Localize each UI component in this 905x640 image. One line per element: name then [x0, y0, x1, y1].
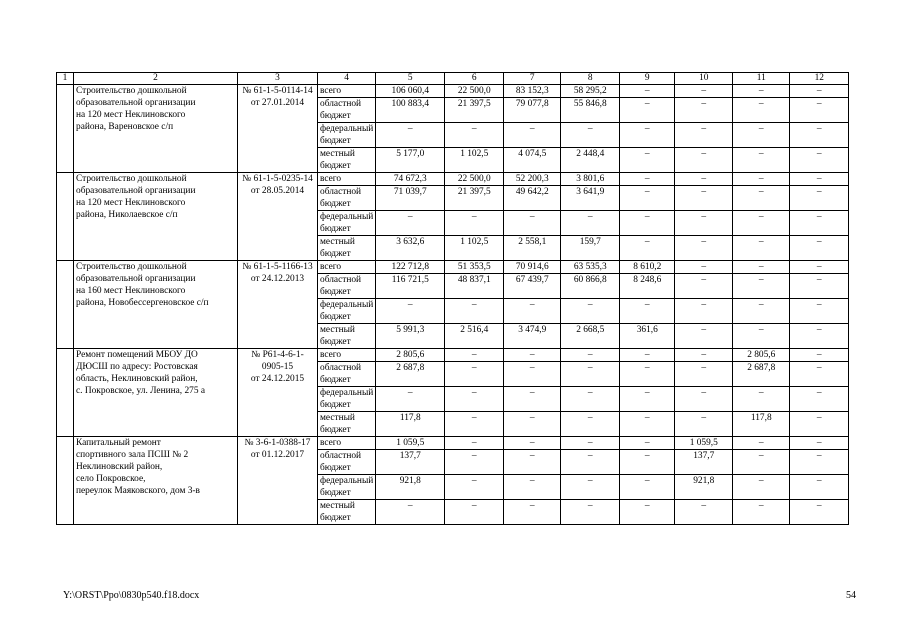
- row-number-cell: [57, 85, 74, 173]
- amount-cell: –: [620, 123, 675, 148]
- amount-cell: 1 059,5: [376, 437, 445, 450]
- document-number: № 61-1-5-1166-13 от 24.12.2013: [238, 261, 318, 349]
- funding-source: местный бюджет: [318, 148, 376, 173]
- amount-cell: –: [675, 261, 733, 274]
- amount-cell: –: [445, 362, 504, 387]
- amount-cell: 1 059,5: [675, 437, 733, 450]
- amount-cell: –: [733, 500, 790, 525]
- amount-cell: –: [504, 211, 561, 236]
- amount-cell: 48 837,1: [445, 274, 504, 299]
- funding-source: всего: [318, 437, 376, 450]
- column-number: 4: [318, 73, 376, 85]
- amount-cell: –: [620, 211, 675, 236]
- amount-cell: –: [733, 173, 790, 186]
- amount-cell: 2 687,8: [733, 362, 790, 387]
- amount-cell: –: [675, 173, 733, 186]
- amount-cell: 63 535,3: [561, 261, 620, 274]
- amount-cell: 5 991,3: [376, 324, 445, 349]
- amount-cell: –: [790, 500, 849, 525]
- amount-cell: –: [620, 299, 675, 324]
- amount-cell: 2 805,6: [733, 349, 790, 362]
- amount-cell: –: [445, 475, 504, 500]
- amount-cell: 122 712,8: [376, 261, 445, 274]
- object-name: Ремонт помещений МБОУ ДО ДЮСШ по адресу: Ростовская область, Неклиновский район, с. Покровское, ул. Ленина, 275 а: [74, 349, 238, 437]
- column-number: 12: [790, 73, 849, 85]
- amount-cell: 5 177,0: [376, 148, 445, 173]
- amount-cell: –: [620, 437, 675, 450]
- amount-cell: –: [790, 186, 849, 211]
- column-number: 10: [675, 73, 733, 85]
- amount-cell: –: [675, 236, 733, 261]
- column-number-row: [57, 73, 849, 85]
- funding-source: областной бюджет: [318, 450, 376, 475]
- amount-cell: 361,6: [620, 324, 675, 349]
- amount-cell: –: [733, 123, 790, 148]
- funding-source: местный бюджет: [318, 236, 376, 261]
- amount-cell: –: [561, 500, 620, 525]
- amount-cell: 1 102,5: [445, 148, 504, 173]
- amount-cell: –: [733, 98, 790, 123]
- table-row: [57, 261, 849, 274]
- amount-cell: –: [733, 274, 790, 299]
- funding-source: всего: [318, 173, 376, 186]
- row-number-cell: [57, 173, 74, 261]
- amount-cell: –: [790, 437, 849, 450]
- amount-cell: –: [376, 500, 445, 525]
- amount-cell: –: [504, 299, 561, 324]
- amount-cell: 3 801,6: [561, 173, 620, 186]
- amount-cell: –: [790, 349, 849, 362]
- amount-cell: –: [445, 123, 504, 148]
- amount-cell: 2 687,8: [376, 362, 445, 387]
- amount-cell: 60 866,8: [561, 274, 620, 299]
- amount-cell: –: [445, 450, 504, 475]
- amount-cell: –: [504, 500, 561, 525]
- object-name: Строительство дошкольной образовательной организации на 120 мест Неклиновского района, Николаевское с/п: [74, 173, 238, 261]
- row-number-cell: [57, 261, 74, 349]
- amount-cell: –: [733, 211, 790, 236]
- column-number: 7: [504, 73, 561, 85]
- amount-cell: –: [620, 387, 675, 412]
- table-row: [57, 349, 849, 362]
- amount-cell: –: [790, 123, 849, 148]
- funding-source: федеральный бюджет: [318, 387, 376, 412]
- amount-cell: –: [561, 362, 620, 387]
- amount-cell: 117,8: [733, 412, 790, 437]
- amount-cell: –: [675, 387, 733, 412]
- amount-cell: –: [445, 437, 504, 450]
- amount-cell: 8 610,2: [620, 261, 675, 274]
- amount-cell: 70 914,6: [504, 261, 561, 274]
- column-number: 8: [561, 73, 620, 85]
- amount-cell: 52 200,3: [504, 173, 561, 186]
- amount-cell: –: [675, 98, 733, 123]
- amount-cell: 79 077,8: [504, 98, 561, 123]
- amount-cell: –: [376, 123, 445, 148]
- amount-cell: 22 500,0: [445, 85, 504, 98]
- amount-cell: 2 516,4: [445, 324, 504, 349]
- amount-cell: –: [504, 412, 561, 437]
- amount-cell: 921,8: [675, 475, 733, 500]
- document-number: № Р61-4-6-1- 0905-15 от 24.12.2015: [238, 349, 318, 437]
- amount-cell: –: [376, 299, 445, 324]
- amount-cell: –: [790, 274, 849, 299]
- amount-cell: 22 500,0: [445, 173, 504, 186]
- amount-cell: –: [620, 173, 675, 186]
- amount-cell: 21 397,5: [445, 98, 504, 123]
- table-body: [57, 73, 849, 525]
- amount-cell: –: [620, 236, 675, 261]
- amount-cell: 116 721,5: [376, 274, 445, 299]
- amount-cell: 137,7: [675, 450, 733, 475]
- budget-table: [56, 72, 849, 525]
- amount-cell: –: [561, 450, 620, 475]
- amount-cell: –: [561, 387, 620, 412]
- amount-cell: –: [733, 186, 790, 211]
- amount-cell: –: [790, 387, 849, 412]
- funding-source: областной бюджет: [318, 98, 376, 123]
- column-number: 1: [57, 73, 74, 85]
- amount-cell: –: [445, 349, 504, 362]
- amount-cell: –: [675, 85, 733, 98]
- amount-cell: 921,8: [376, 475, 445, 500]
- amount-cell: –: [445, 387, 504, 412]
- amount-cell: 100 883,4: [376, 98, 445, 123]
- amount-cell: –: [561, 412, 620, 437]
- amount-cell: –: [504, 349, 561, 362]
- amount-cell: –: [620, 148, 675, 173]
- funding-source: областной бюджет: [318, 274, 376, 299]
- amount-cell: 49 642,2: [504, 186, 561, 211]
- amount-cell: –: [675, 324, 733, 349]
- amount-cell: –: [790, 412, 849, 437]
- row-number-cell: [57, 349, 74, 437]
- amount-cell: –: [790, 173, 849, 186]
- amount-cell: 83 152,3: [504, 85, 561, 98]
- amount-cell: –: [733, 475, 790, 500]
- column-number: 11: [733, 73, 790, 85]
- amount-cell: –: [504, 123, 561, 148]
- amount-cell: –: [675, 500, 733, 525]
- amount-cell: –: [790, 236, 849, 261]
- amount-cell: –: [675, 274, 733, 299]
- object-name: Капитальный ремонт спортивного зала ПСШ № 2 Неклиновский район, село Покровское, переулок Маяковского, дом 3-в: [74, 437, 238, 525]
- column-number: 9: [620, 73, 675, 85]
- amount-cell: –: [790, 148, 849, 173]
- table-row: [57, 173, 849, 186]
- amount-cell: 51 353,5: [445, 261, 504, 274]
- amount-cell: –: [790, 324, 849, 349]
- document-number: № 61-1-5-0235-14 от 28.05.2014: [238, 173, 318, 261]
- amount-cell: –: [445, 211, 504, 236]
- amount-cell: –: [675, 299, 733, 324]
- amount-cell: 74 672,3: [376, 173, 445, 186]
- amount-cell: –: [675, 349, 733, 362]
- amount-cell: –: [620, 500, 675, 525]
- amount-cell: –: [620, 85, 675, 98]
- amount-cell: –: [733, 85, 790, 98]
- amount-cell: 3 641,9: [561, 186, 620, 211]
- amount-cell: –: [733, 261, 790, 274]
- amount-cell: –: [790, 450, 849, 475]
- funding-source: всего: [318, 349, 376, 362]
- footer-file-path: Y:\ORST\Ppo\0830p540.f18.docx: [63, 590, 200, 601]
- funding-source: областной бюджет: [318, 362, 376, 387]
- amount-cell: –: [675, 211, 733, 236]
- object-name: Строительство дошкольной образовательной организации на 160 мест Неклиновского района, Новобессергеновское с/п: [74, 261, 238, 349]
- amount-cell: –: [504, 387, 561, 412]
- amount-cell: –: [376, 387, 445, 412]
- amount-cell: –: [675, 123, 733, 148]
- row-number-cell: [57, 437, 74, 525]
- amount-cell: –: [675, 412, 733, 437]
- column-number: 6: [445, 73, 504, 85]
- amount-cell: 1 102,5: [445, 236, 504, 261]
- amount-cell: 58 295,2: [561, 85, 620, 98]
- amount-cell: –: [504, 362, 561, 387]
- amount-cell: –: [445, 299, 504, 324]
- page-number: 54: [846, 590, 856, 601]
- amount-cell: –: [504, 450, 561, 475]
- amount-cell: –: [733, 324, 790, 349]
- amount-cell: –: [790, 362, 849, 387]
- amount-cell: 117,8: [376, 412, 445, 437]
- amount-cell: –: [733, 148, 790, 173]
- amount-cell: –: [561, 437, 620, 450]
- amount-cell: –: [376, 211, 445, 236]
- funding-source: всего: [318, 85, 376, 98]
- amount-cell: –: [620, 475, 675, 500]
- amount-cell: 71 039,7: [376, 186, 445, 211]
- column-number: 3: [238, 73, 318, 85]
- amount-cell: –: [733, 236, 790, 261]
- funding-source: федеральный бюджет: [318, 123, 376, 148]
- amount-cell: 137,7: [376, 450, 445, 475]
- amount-cell: 2 448,4: [561, 148, 620, 173]
- column-number: 5: [376, 73, 445, 85]
- amount-cell: 55 846,8: [561, 98, 620, 123]
- amount-cell: –: [561, 299, 620, 324]
- document-number: № 61-1-5-0114-14 от 27.01.2014: [238, 85, 318, 173]
- amount-cell: –: [561, 211, 620, 236]
- amount-cell: 159,7: [561, 236, 620, 261]
- amount-cell: –: [620, 98, 675, 123]
- amount-cell: –: [733, 450, 790, 475]
- funding-source: местный бюджет: [318, 500, 376, 525]
- document-number: № 3-6-1-0388-17 от 01.12.2017: [238, 437, 318, 525]
- amount-cell: –: [620, 349, 675, 362]
- funding-source: федеральный бюджет: [318, 211, 376, 236]
- amount-cell: 2 558,1: [504, 236, 561, 261]
- amount-cell: –: [675, 362, 733, 387]
- amount-cell: –: [620, 412, 675, 437]
- amount-cell: –: [733, 387, 790, 412]
- amount-cell: –: [733, 437, 790, 450]
- amount-cell: –: [675, 186, 733, 211]
- amount-cell: 3 474,9: [504, 324, 561, 349]
- amount-cell: –: [561, 123, 620, 148]
- funding-source: местный бюджет: [318, 324, 376, 349]
- amount-cell: –: [620, 450, 675, 475]
- amount-cell: –: [561, 349, 620, 362]
- object-name: Строительство дошкольной образовательной организации на 120 мест Неклиновского района, Вареновское с/п: [74, 85, 238, 173]
- amount-cell: –: [790, 98, 849, 123]
- amount-cell: 67 439,7: [504, 274, 561, 299]
- funding-source: всего: [318, 261, 376, 274]
- amount-cell: –: [620, 362, 675, 387]
- table-row: [57, 437, 849, 450]
- funding-source: федеральный бюджет: [318, 475, 376, 500]
- amount-cell: –: [790, 211, 849, 236]
- funding-source: областной бюджет: [318, 186, 376, 211]
- amount-cell: –: [561, 475, 620, 500]
- amount-cell: 2 668,5: [561, 324, 620, 349]
- amount-cell: –: [445, 412, 504, 437]
- amount-cell: –: [790, 475, 849, 500]
- amount-cell: 8 248,6: [620, 274, 675, 299]
- amount-cell: –: [675, 148, 733, 173]
- amount-cell: –: [504, 475, 561, 500]
- amount-cell: –: [445, 500, 504, 525]
- column-number: 2: [74, 73, 238, 85]
- amount-cell: 3 632,6: [376, 236, 445, 261]
- amount-cell: –: [620, 186, 675, 211]
- amount-cell: 106 060,4: [376, 85, 445, 98]
- funding-source: федеральный бюджет: [318, 299, 376, 324]
- funding-source: местный бюджет: [318, 412, 376, 437]
- amount-cell: 2 805,6: [376, 349, 445, 362]
- amount-cell: –: [790, 299, 849, 324]
- amount-cell: –: [504, 437, 561, 450]
- amount-cell: 4 074,5: [504, 148, 561, 173]
- amount-cell: 21 397,5: [445, 186, 504, 211]
- table-row: [57, 85, 849, 98]
- amount-cell: –: [733, 299, 790, 324]
- amount-cell: –: [790, 85, 849, 98]
- amount-cell: –: [790, 261, 849, 274]
